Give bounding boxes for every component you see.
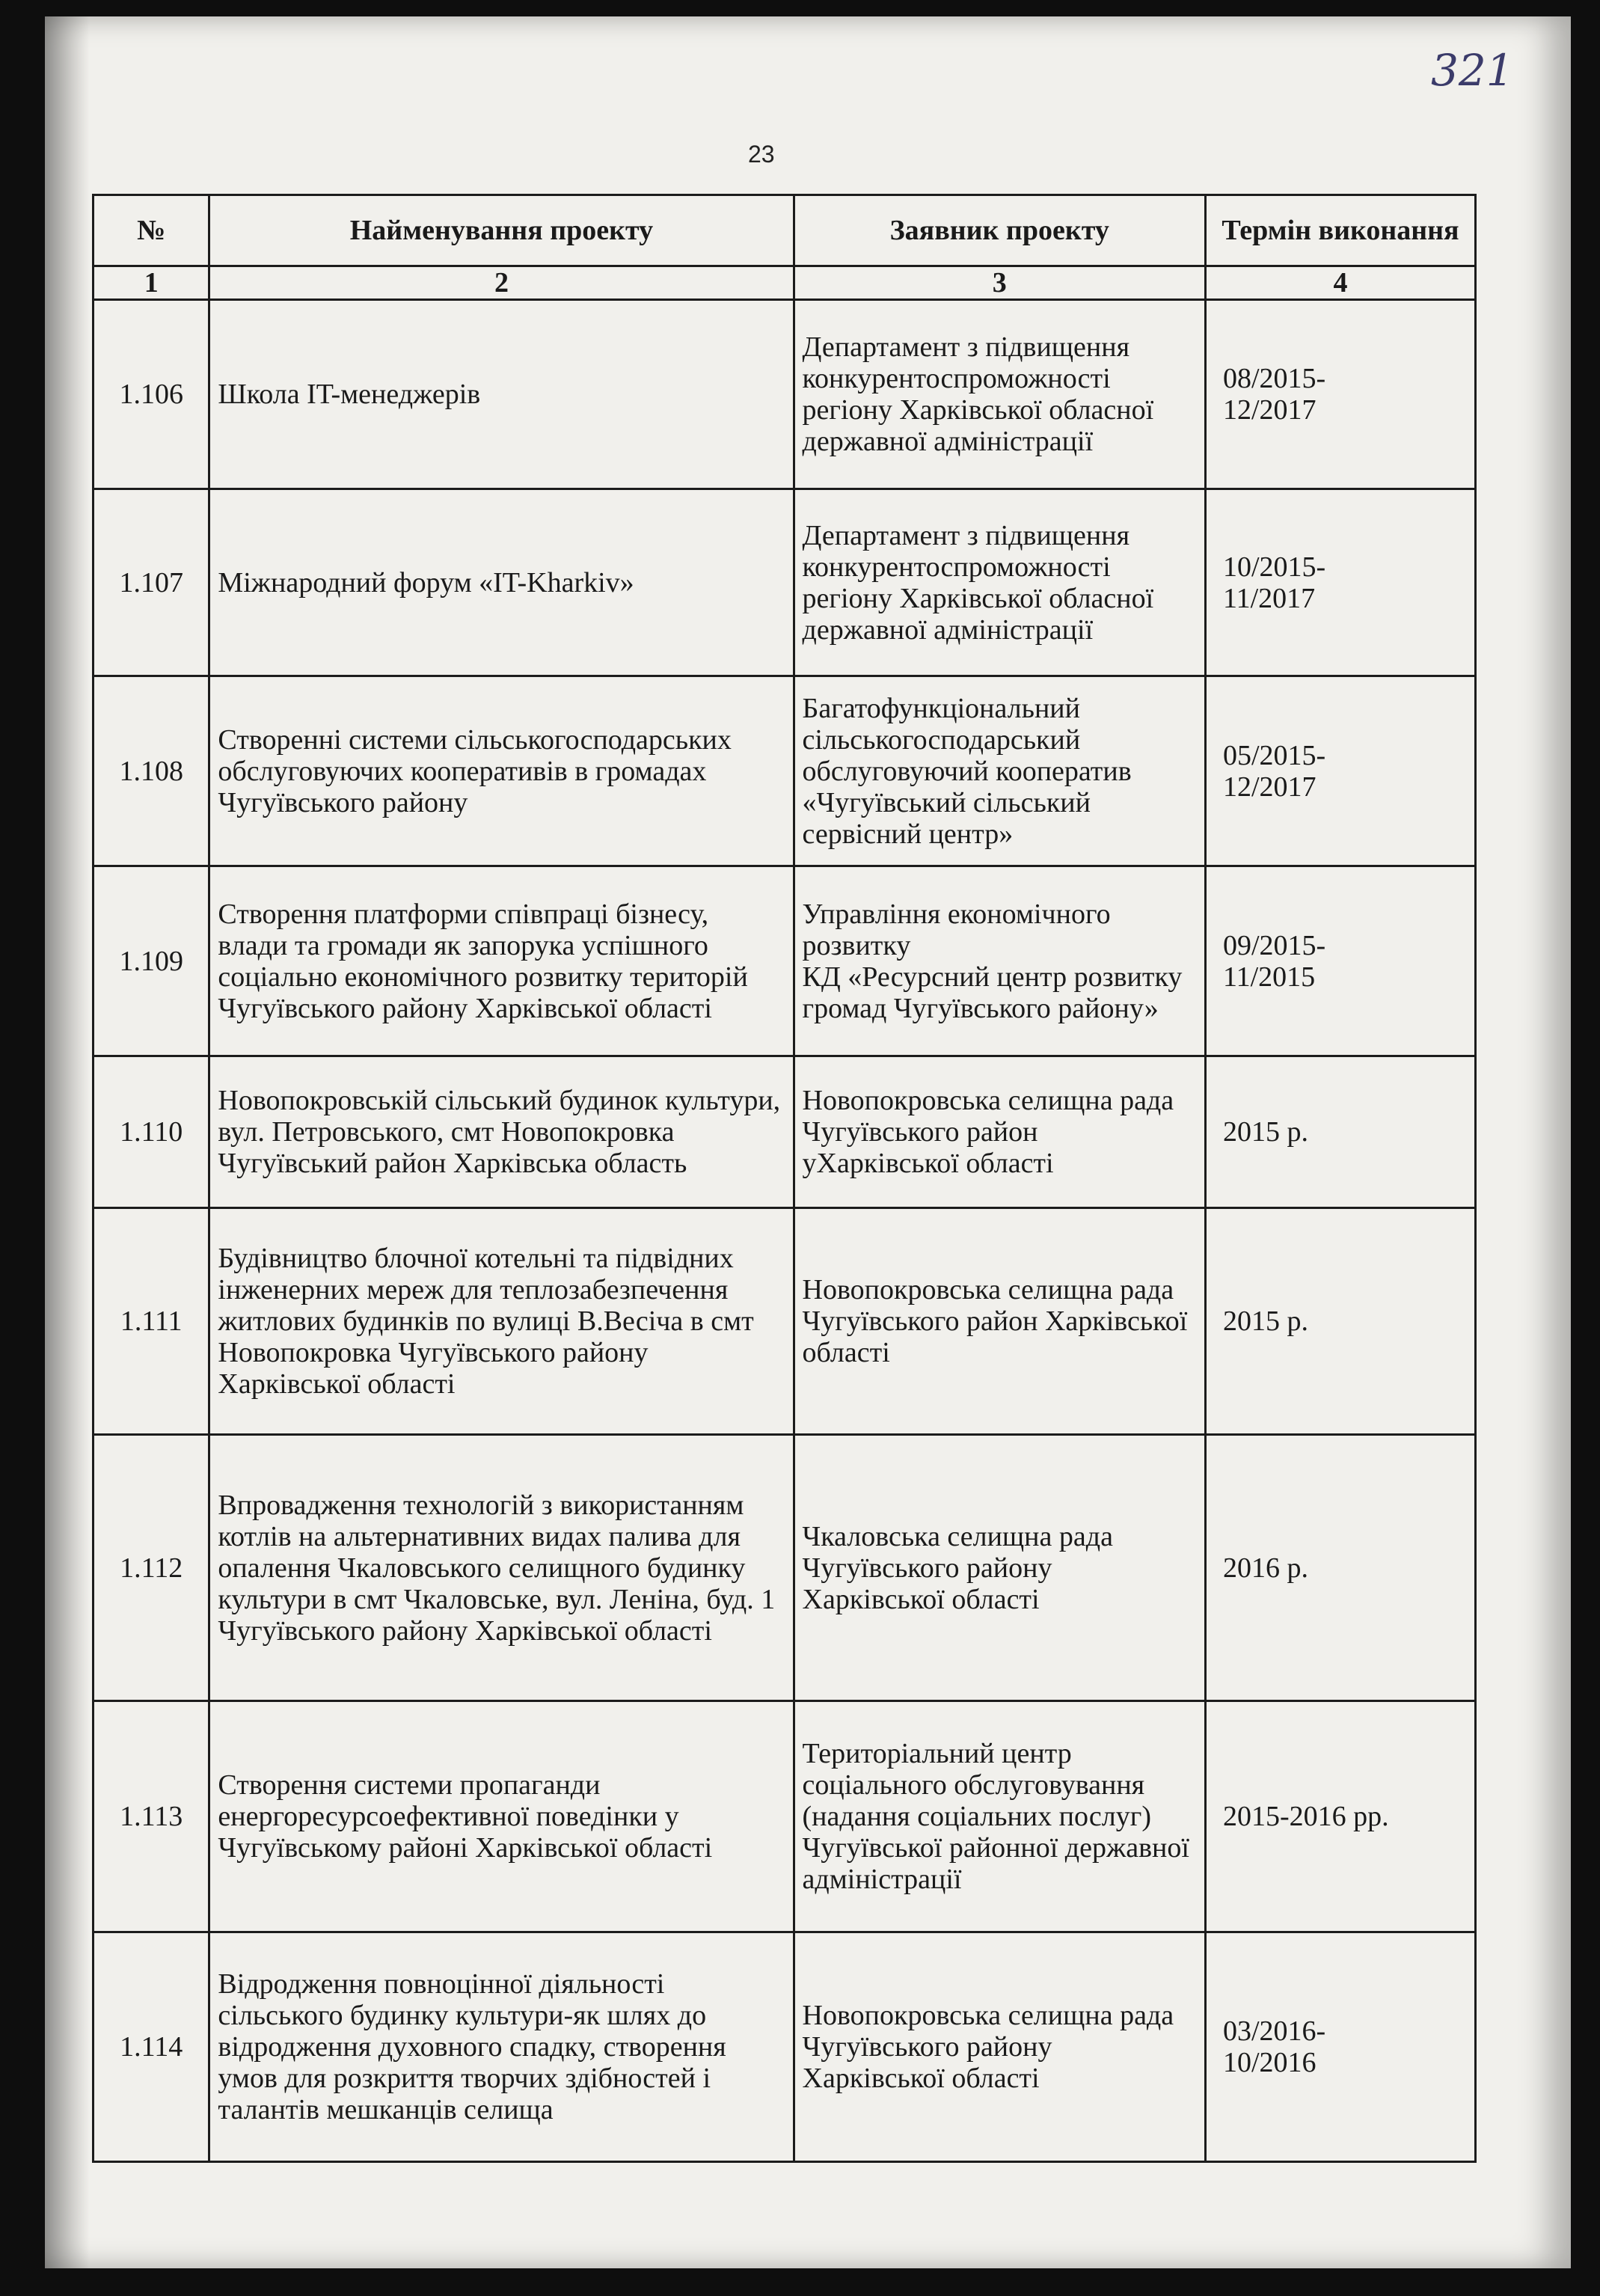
row-term: 09/2015- 11/2015 [1206,866,1476,1056]
row-term: 2015 р. [1206,1056,1476,1208]
row-term: 2015 р. [1206,1208,1476,1435]
row-project-name: Створенні системи сільськогосподарських обслуговуючих кооперативів в громадах Чугуївського району [209,676,794,866]
header-number: № [94,195,209,266]
column-number-2: 2 [209,266,794,300]
row-number: 1.108 [94,676,209,866]
handwritten-page-number: 321 [1431,45,1514,96]
row-number: 1.114 [94,1932,209,2162]
column-number-row [94,266,1476,300]
table-row [94,300,1476,489]
table-row [94,866,1476,1056]
table-row [94,1056,1476,1208]
row-project-name: Створення системи пропаганди енергоресурсоефективної поведінки у Чугуївському районі Харківської області [209,1701,794,1932]
binding-shadow [45,16,90,2268]
header-term: Термін виконання [1206,195,1476,266]
column-number-4: 4 [1206,266,1476,300]
row-term: 2016 р. [1206,1435,1476,1701]
row-number: 1.106 [94,300,209,489]
table-row [94,1932,1476,2162]
row-term: 10/2015- 11/2017 [1206,489,1476,676]
table-row [94,1701,1476,1932]
row-project-name: Відродження повноцінної діяльності сільського будинку культури-як шлях до відродження духовного спадку, створення умов для розкриття творчих здібностей і талантів мешканців селища [209,1932,794,2162]
row-project-name: Школа IT-менеджерів [209,300,794,489]
row-applicant: Територіальний центр соціального обслуговування (надання соціальних послуг) Чугуївської районної державної адміністрації [794,1701,1205,1932]
row-term: 2015-2016 рр. [1206,1701,1476,1932]
row-applicant: Новопокровська селищна рада Чугуївського району Харківської області [794,1932,1205,2162]
column-number-1: 1 [94,266,209,300]
row-applicant: Новопокровська селищна рада Чугуївського район уХарківської області [794,1056,1205,1208]
row-term: 08/2015- 12/2017 [1206,300,1476,489]
row-project-name: Міжнародний форум «IT-Kharkiv» [209,489,794,676]
row-project-name: Створення платформи співпраці бізнесу, влади та громади як запорука успішного соціально економічного розвитку територій Чугуївського району Харківської області [209,866,794,1056]
row-applicant: Департамент з підвищення конкурентоспроможності регіону Харківської обласної державної адміністрації [794,300,1205,489]
row-applicant: Новопокровська селищна рада Чугуївського район Харківської області [794,1208,1205,1435]
row-number: 1.113 [94,1701,209,1932]
table-header-row [94,195,1476,266]
projects-table [92,194,1477,2163]
row-project-name: Новопокровській сільський будинок культури, вул. Петровського, смт Новопокровка Чугуївський район Харківська область [209,1056,794,1208]
header-project-name: Найменування проекту [209,195,794,266]
row-project-name: Впровадження технологій з використанням котлів на альтернативних видах палива для опалення Чкаловського селищного будинку культури в смт Чкаловське, вул. Леніна, буд. 1 Чугуївського району Харківської області [209,1435,794,1701]
column-number-3: 3 [794,266,1205,300]
row-project-name: Будівництво блочної котельні та підвідних інженерних мереж для теплозабезпечення житлових будинків по вулиці В.Весіча в смт Новопокровка Чугуївського району Харківської області [209,1208,794,1435]
document-page [45,16,1571,2268]
row-applicant: Управління економічного розвитку КД «Ресурсний центр розвитку громад Чугуївського району» [794,866,1205,1056]
table-row [94,676,1476,866]
table-row [94,1208,1476,1435]
row-number: 1.111 [94,1208,209,1435]
row-term: 03/2016- 10/2016 [1206,1932,1476,2162]
header-applicant: Заявник проекту [794,195,1205,266]
row-term: 05/2015- 12/2017 [1206,676,1476,866]
row-number: 1.112 [94,1435,209,1701]
row-applicant: Багатофункціональний сільськогосподарський обслуговуючий кооператив «Чугуївський сільський сервісний центр» [794,676,1205,866]
row-applicant: Департамент з підвищення конкурентоспроможності регіону Харківської обласної державної адміністрації [794,489,1205,676]
row-number: 1.110 [94,1056,209,1208]
table-row [94,489,1476,676]
table-row [94,1435,1476,1701]
page-number: 23 [748,141,775,168]
row-number: 1.107 [94,489,209,676]
row-number: 1.109 [94,866,209,1056]
row-applicant: Чкаловська селищна рада Чугуївського району Харківської області [794,1435,1205,1701]
